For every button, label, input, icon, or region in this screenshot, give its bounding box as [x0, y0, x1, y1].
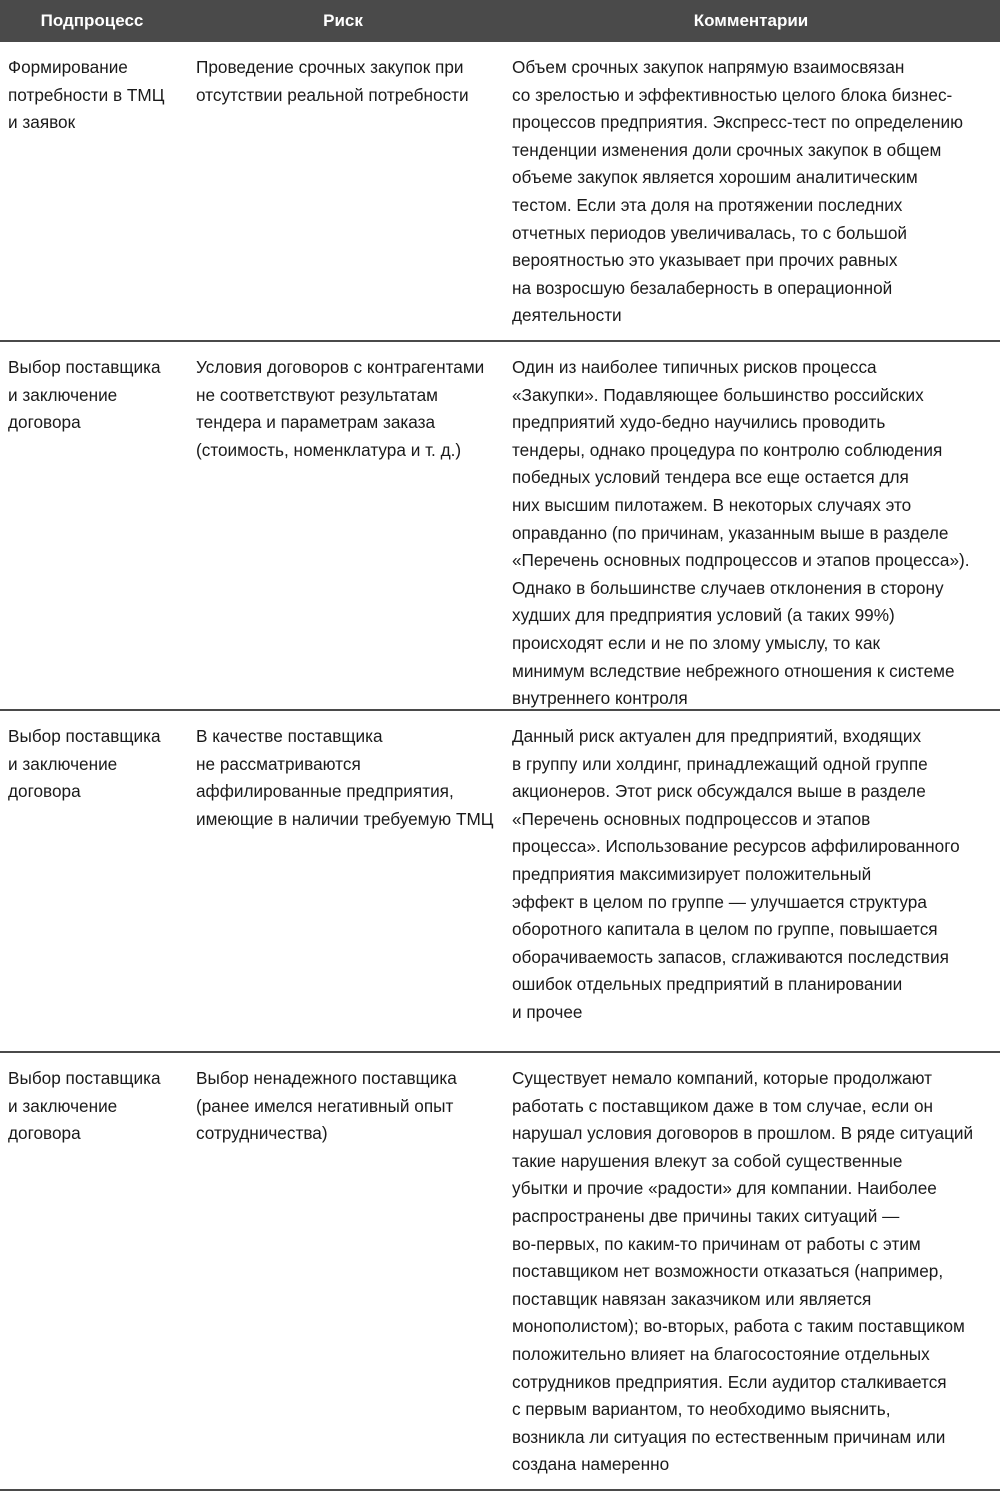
- cell-comment: Один из наиболее типичных рисков процесса «Закупки». Подавляющее большинство российских предприятий худо-бедно научились проводить тендеры, однако процедура по контролю соблюдения победных условий тендера все еще остается для них высшим пилотажем. В некоторых случаях это оправданно (по причинам, указанным выше в разделе «Перечень основных подпроцессов и этапов процесса»). Однако в большинстве случаев отклонения в сторону худших для предприятия условий (а таких 99%) происходят если и не по злому умыслу, то как минимум вследствие небрежного отношения к системе внутреннего контроля: [512, 357, 970, 709]
- table-header: [0, 0, 1000, 42]
- table-row: [0, 42, 1000, 342]
- cell-comment: Данный риск актуален для предприятий, входящих в группу или холдинг, принадлежащий одной группе акционеров. Этот риск обсуждался выше в разделе «Перечень основных подпроцессов и этапов процесса». Использование ресурсов аффилированного предприятия максимизирует положительный эффект в целом по группе — улучшается структура оборотного капитала в целом по группе, повышается оборачиваемость запасов, сглаживаются последствия ошибок отдельных предприятий в планировании и прочее: [512, 726, 960, 1022]
- cell-subprocess: Формирование потребности в ТМЦ и заявок: [8, 57, 165, 133]
- header-comments: Комментарии: [693, 11, 809, 30]
- cell-subprocess: Выбор поставщика и заключение договора: [8, 357, 161, 433]
- table-row: [0, 342, 1000, 711]
- header-risk: Риск: [323, 11, 363, 30]
- cell-subprocess: Выбор поставщика и заключение договора: [8, 726, 161, 802]
- table-row: [0, 711, 1000, 1053]
- cell-risk: В качестве поставщика не рассматриваются аффилированные предприятия, имеющие в наличии требуемую ТМЦ: [196, 726, 494, 829]
- table-row: [0, 1053, 1000, 1491]
- cell-risk: Проведение срочных закупок при отсутствии реальной потребности: [196, 57, 469, 105]
- header-subprocess: Подпроцесс: [40, 11, 144, 30]
- cell-risk: Условия договоров с контрагентами не соответствуют результатам тендера и параметрам заказа (стоимость, номенклатура и т. д.): [196, 357, 485, 460]
- cell-comment: Объем срочных закупок напрямую взаимосвязан со зрелостью и эффективностью целого блока бизнес- процессов предприятия. Экспресс-тест по определению тенденции изменения доли срочных закупок в общем объеме закупок является хорошим аналитическим тестом. Если эта доля на протяжении последних отчетных периодов увеличивалась, то с большой вероятностью это указывает при прочих равных на возросшую безалаберность в операционной деятельности: [512, 57, 963, 326]
- cell-comment: Существует немало компаний, которые продолжают работать с поставщиком даже в том случае, если он нарушал условия договоров в прошлом. В ряде ситуаций такие нарушения влекут за собой существенные убытки и прочие «радости» для компании. Наиболее распространены две причины таких ситуаций — во-первых, по каким-то причинам от работы с этим поставщиком нет возможности отказаться (например, поставщик навязан заказчиком или является монополистом); во-вторых, работа с таким поставщиком положительно влияет на благосостояние отдельных сотрудников предприятия. Если аудитор сталкивается с первым вариантом, то необходимо выяснить, возникла ли ситуация по естественным причинам или создана намеренно: [512, 1068, 974, 1475]
- cell-risk: Выбор ненадежного поставщика (ранее имелся негативный опыт сотрудничества): [196, 1068, 457, 1144]
- cell-subprocess: Выбор поставщика и заключение договора: [8, 1068, 161, 1144]
